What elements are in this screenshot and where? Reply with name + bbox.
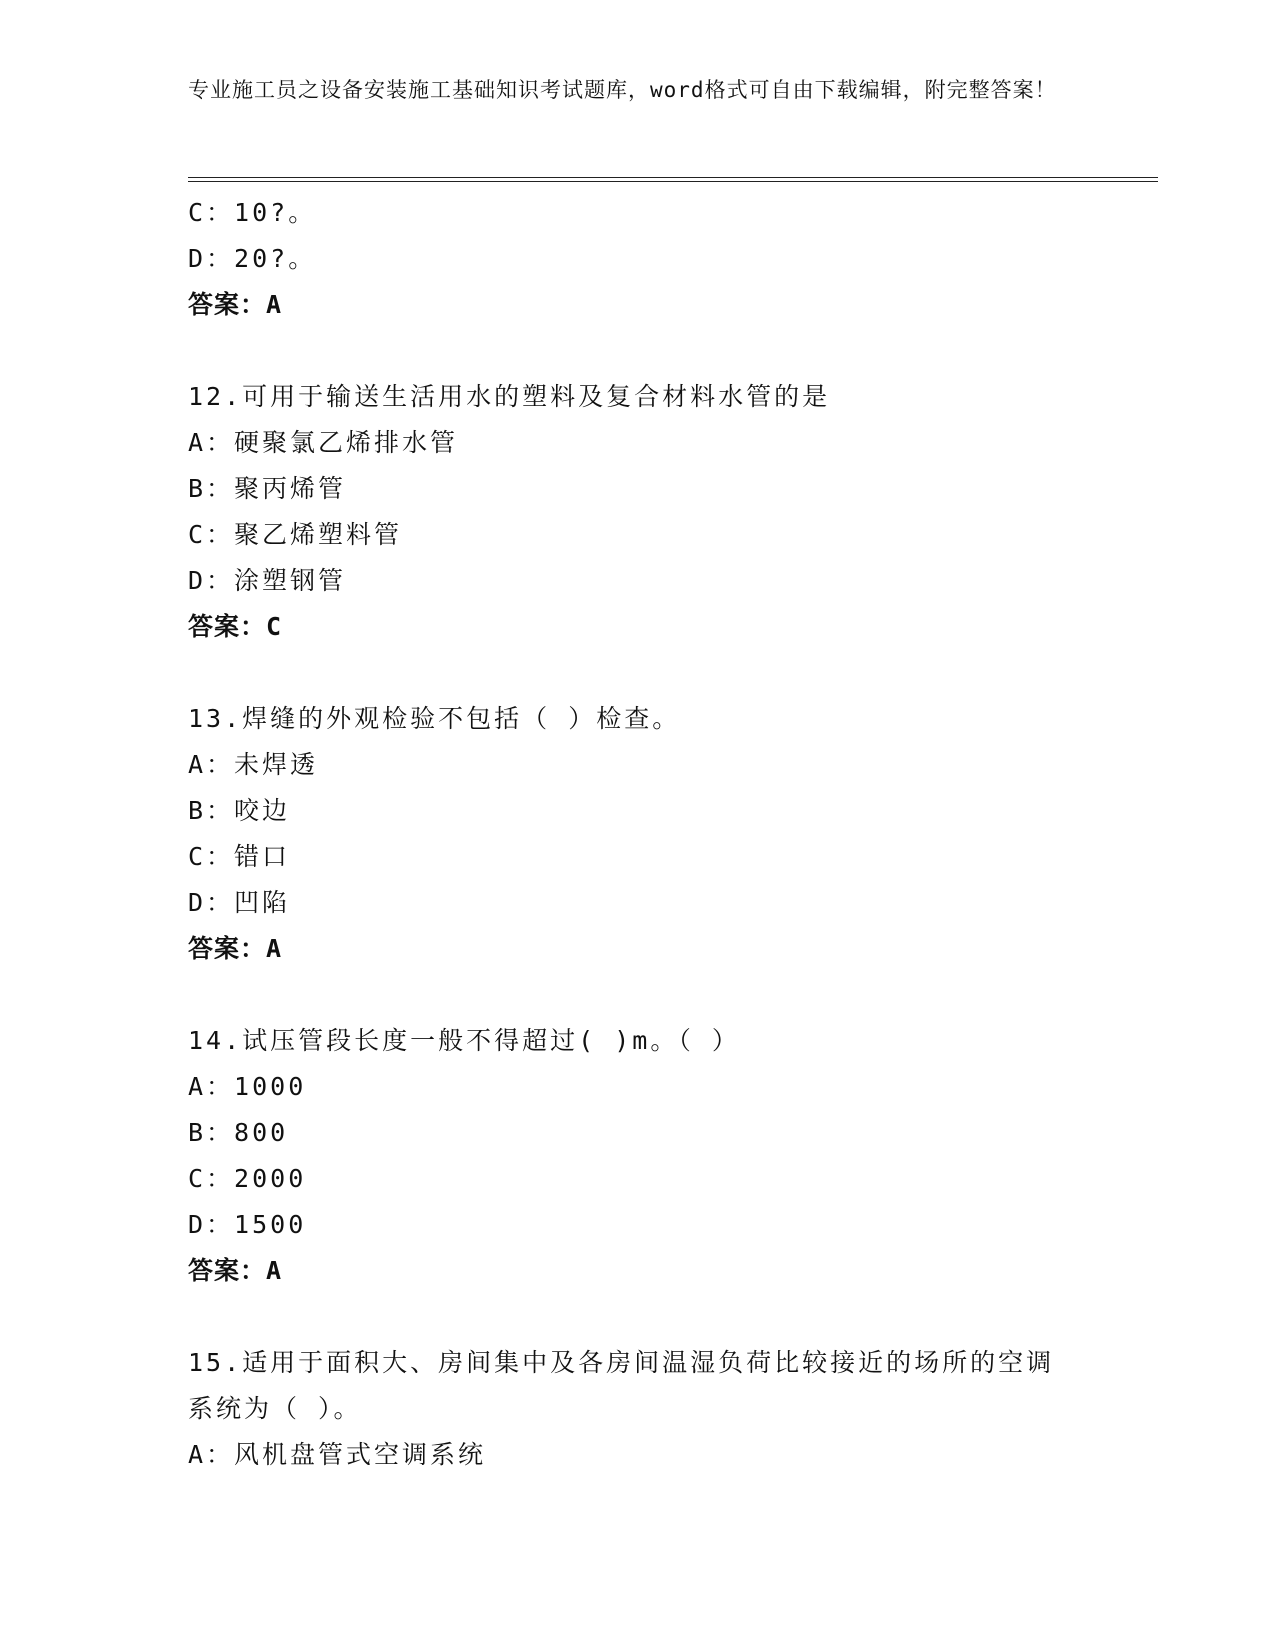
header-divider (188, 177, 1158, 182)
question-stem-line-2: 系统为（ ）。 (188, 1394, 362, 1423)
question-stem-line-1: 15.适用于面积大、房间集中及各房间温湿负荷比较接近的场所的空调 (188, 1348, 1055, 1377)
spacer (188, 328, 1088, 374)
header-text: 专业施工员之设备安装施工基础知识考试题库，word格式可自由下载编辑，附完整答案！ (188, 78, 1057, 102)
option-a: A：风机盘管式空调系统 (188, 1440, 487, 1469)
question-stem: 14.试压管段长度一般不得超过( )m。（ ） (188, 1026, 740, 1055)
prev-question-tail (188, 190, 1088, 328)
option-a: A：1000 (188, 1072, 307, 1101)
answer: 答案：A (188, 934, 283, 963)
answer: 答案：A (188, 1256, 283, 1285)
option-c: C：错口 (188, 842, 291, 871)
question-stem: 12.可用于输送生活用水的塑料及复合材料水管的是 (188, 382, 831, 411)
option-c: C：聚乙烯塑料管 (188, 520, 403, 549)
option-c: C：2000 (188, 1164, 307, 1193)
option-d: D：凹陷 (188, 888, 291, 917)
answer: 答案：A (188, 290, 283, 319)
option-d: D：涂塑钢管 (188, 566, 347, 595)
question-list (188, 190, 1088, 1478)
spacer (188, 1294, 1088, 1340)
option-b: B：聚丙烯管 (188, 474, 347, 503)
question-14 (188, 1018, 1088, 1294)
option-c: C：10?。 (188, 198, 317, 227)
question-13 (188, 696, 1088, 972)
option-a: A：硬聚氯乙烯排水管 (188, 428, 459, 457)
option-b: B：800 (188, 1118, 289, 1147)
answer: 答案：C (188, 612, 283, 641)
question-12 (188, 374, 1088, 650)
option-a: A：未焊透 (188, 750, 319, 779)
spacer (188, 972, 1088, 1018)
question-stem: 13.焊缝的外观检验不包括（ ）检查。 (188, 704, 681, 733)
spacer (188, 650, 1088, 696)
page-header (188, 72, 1088, 109)
option-b: B：咬边 (188, 796, 291, 825)
option-d: D：20?。 (188, 244, 317, 273)
question-15 (188, 1340, 1088, 1478)
option-d: D：1500 (188, 1210, 307, 1239)
